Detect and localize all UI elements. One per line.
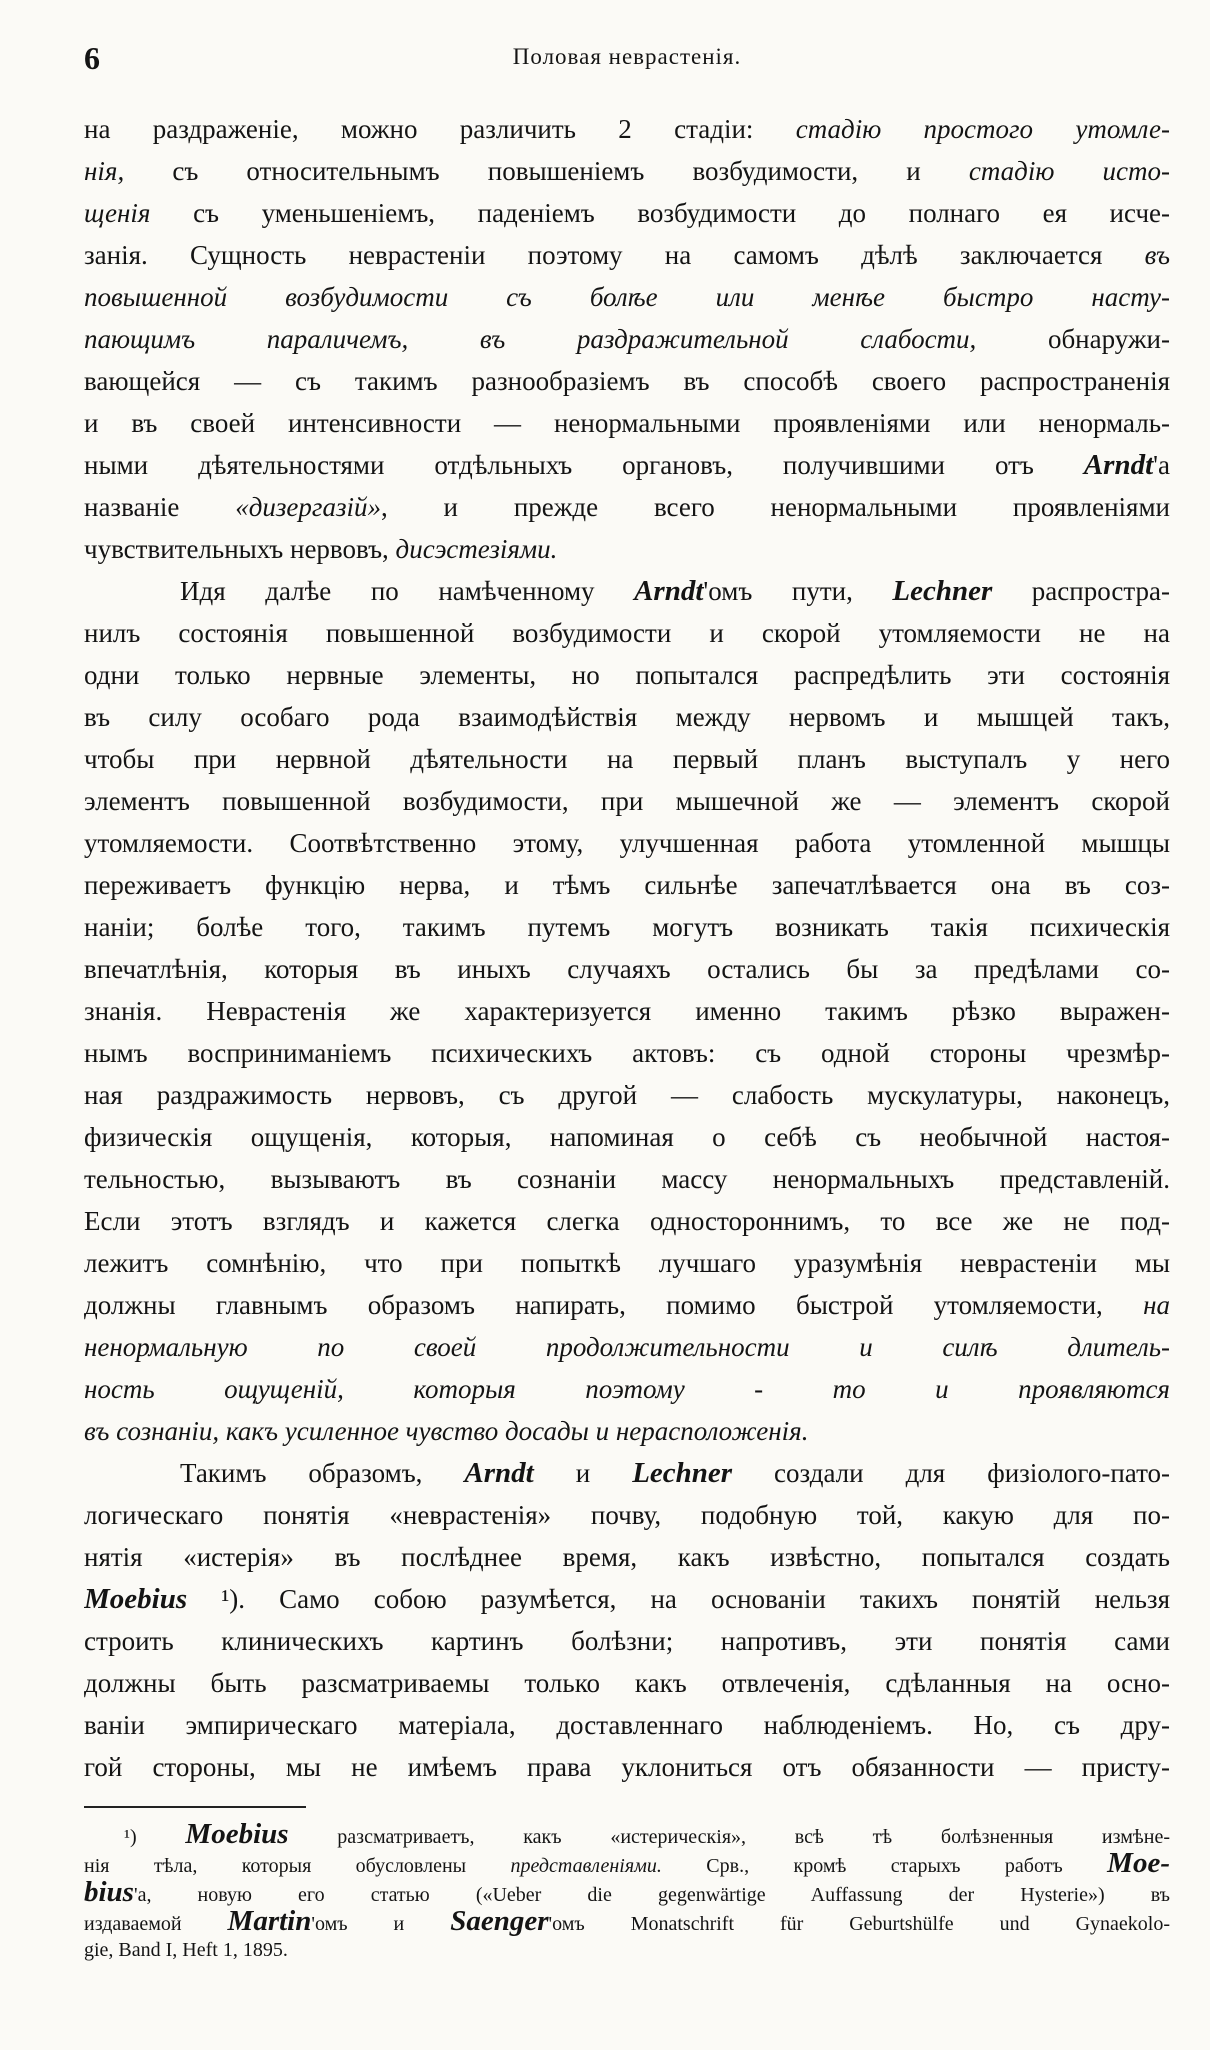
text-run: утомляемости. Соотвѣтственно этому, улучшенная работа утомленной мышцы: [84, 828, 1170, 858]
emphasis-text: пающимъ параличемъ, въ раздражительной слабости,: [84, 324, 977, 354]
text-line: [84, 990, 1170, 1032]
text-line: [84, 654, 1170, 696]
text-run: 'омъ Monatschrift für Geburtshülfe und Gynaekolo-: [548, 1913, 1170, 1935]
text-line: [84, 1494, 1170, 1536]
text-line: [84, 1452, 1170, 1494]
text-run: нятія «истерія» въ послѣднее время, какъ извѣстно, попытался создать: [84, 1542, 1170, 1572]
text-run: знанія. Неврастенія же характеризуется именно такимъ рѣзко выражен-: [84, 996, 1170, 1026]
main-text: [84, 108, 1170, 1788]
author-name: Lechner: [632, 1457, 733, 1489]
emphasis-text: на: [1143, 1290, 1170, 1320]
page-header: [84, 40, 1170, 80]
author-name: Arndt: [464, 1457, 534, 1489]
text-run: , и прежде всего ненормальными проявленіями: [380, 492, 1170, 522]
text-line: [84, 696, 1170, 738]
text-run: нымъ восприниманіемъ психическихъ актовъ: съ одной стороны чрезмѣр-: [84, 1038, 1170, 1068]
emphasis-text: нія,: [84, 156, 125, 186]
emphasis-text: въ: [1144, 240, 1170, 270]
text-line: [84, 1242, 1170, 1284]
text-run: чтобы при нервной дѣятельности на первый планъ выступалъ у него: [84, 744, 1170, 774]
text-line: [84, 234, 1170, 276]
text-run: 'а: [1153, 450, 1170, 480]
author-name: Martin: [227, 1907, 312, 1936]
author-name: Saenger: [450, 1907, 549, 1936]
author-name: Lechner: [892, 575, 993, 607]
emphasis-text: представленіями.: [510, 1855, 662, 1877]
text-line: [84, 1536, 1170, 1578]
text-run: издаваемой: [84, 1913, 228, 1935]
text-line: [84, 108, 1170, 150]
paragraph: [84, 1452, 1170, 1788]
text-run: 'омъ пути,: [703, 576, 893, 606]
text-run: Такимъ образомъ,: [180, 1458, 465, 1488]
text-line: [84, 1907, 1170, 1936]
text-line: [84, 1849, 1170, 1878]
text-run: нія тѣла, которыя обусловлены: [84, 1855, 511, 1877]
text-run: на раздраженіе, можно различить 2 стадіи:: [84, 114, 796, 144]
text-run: занія. Сущность неврастеніи поэтому на самомъ дѣлѣ заключается: [84, 240, 1145, 270]
author-name: Moebius: [84, 1583, 188, 1615]
text-run: обнаружи-: [976, 324, 1170, 354]
text-line: [84, 360, 1170, 402]
text-run: нилъ состоянія повышенной возбудимости и скорой утомляемости не на: [84, 618, 1170, 648]
text-line: [84, 1032, 1170, 1074]
text-run: названіе: [84, 492, 236, 522]
emphasis-text: повышенной возбудимости съ болѣе или менѣе быстро насту-: [84, 282, 1170, 312]
text-run: гой стороны, мы не имѣемъ права уклониться отъ обязанности — присту-: [84, 1752, 1170, 1782]
emphasis-text: «дизергазій»: [235, 492, 381, 522]
text-line: [84, 1326, 1170, 1368]
text-line: [84, 1704, 1170, 1746]
text-run: элементъ повышенной возбудимости, при мышечной же — элементъ скорой: [84, 786, 1170, 816]
paragraph: [84, 570, 1170, 1452]
text-line: [84, 402, 1170, 444]
text-run: gie, Band I, Heft 1, 1895.: [84, 1939, 288, 1961]
text-line: [84, 948, 1170, 990]
text-line: [84, 1578, 1170, 1620]
text-line: [84, 1620, 1170, 1662]
text-run: ными дѣятельностями отдѣльныхъ органовъ, получившими отъ: [84, 450, 1084, 480]
text-line: [84, 1820, 1170, 1849]
emphasis-text: стадію простого утомле-: [795, 114, 1170, 144]
author-name: bius: [84, 1878, 134, 1907]
text-run: одни только нервные элементы, но попытался распредѣлить эти состоянія: [84, 660, 1170, 690]
text-run: Если этотъ взглядъ и кажется слегка одностороннимъ, то все же не под-: [84, 1206, 1170, 1236]
text-run: Срв., кромѣ старыхъ работъ: [661, 1855, 1108, 1877]
text-run: создали для физіолого-пато-: [732, 1458, 1170, 1488]
text-line: [84, 570, 1170, 612]
text-run: ¹). Само собою разумѣется, на основаніи такихъ понятій нельзя: [187, 1584, 1170, 1614]
text-run: 'омъ и: [311, 1913, 451, 1935]
author-name: Moebius: [185, 1820, 289, 1849]
text-line: [84, 528, 1170, 570]
text-run: должны главнымъ образомъ напирать, помимо быстрой утомляемости,: [84, 1290, 1144, 1320]
text-run: должны быть разсматриваемы только какъ отвлеченія, сдѣланныя на осно-: [84, 1668, 1170, 1698]
text-line: [84, 444, 1170, 486]
emphasis-text: дисэстезіями.: [395, 534, 558, 564]
text-line: [84, 822, 1170, 864]
author-name: Arndt: [1083, 449, 1154, 481]
text-line: [84, 1368, 1170, 1410]
text-line: [84, 864, 1170, 906]
text-line: [84, 1662, 1170, 1704]
text-run: переживаетъ функцію нерва, и тѣмъ сильнѣе запечатлѣвается она въ соз-: [84, 870, 1170, 900]
text-run: Идя далѣе по намѣченному: [180, 576, 635, 606]
text-run: впечатлѣнія, которыя въ иныхъ случаяхъ остались бы за предѣлами со-: [84, 954, 1170, 984]
footnote-separator: [84, 1806, 306, 1808]
text-run: съ относительнымъ повышеніемъ возбудимости, и: [124, 156, 969, 186]
text-line: [84, 1878, 1170, 1907]
emphasis-text: стадію исто-: [968, 156, 1170, 186]
emphasis-text: ность ощущеній, которыя поэтому - то и проявляются: [84, 1374, 1170, 1404]
text-run: и въ своей интенсивности — ненормальными проявленіями или ненормаль-: [84, 408, 1170, 438]
text-run: лежитъ сомнѣнію, что при попыткѣ лучшаго уразумѣнія неврастеніи мы: [84, 1248, 1170, 1278]
emphasis-text: ненормальную по своей продолжительности и силѣ длитель-: [84, 1332, 1170, 1362]
author-name: Moe-: [1107, 1849, 1170, 1878]
text-run: чувствительныхъ нервовъ,: [84, 534, 396, 564]
text-line: [84, 1200, 1170, 1242]
text-run: распростра-: [992, 576, 1170, 606]
text-line: [84, 906, 1170, 948]
text-run: ваніи эмпирическаго матеріала, доставленнаго наблюденіемъ. Но, съ дру-: [84, 1710, 1170, 1740]
text-line: [84, 612, 1170, 654]
text-line: [84, 1074, 1170, 1116]
text-run: 'а, новую его статью («Ueber die gegenwärtige Auffassung der Hysterie») въ: [133, 1884, 1170, 1906]
text-run: логическаго понятія «неврастенія» почву, подобную той, какую для по-: [84, 1500, 1170, 1530]
text-run: и: [533, 1458, 633, 1488]
text-run: наніи; болѣе того, такимъ путемъ могутъ возникать такія психическія: [84, 912, 1170, 942]
text-run: строить клиническихъ картинъ болѣзни; напротивъ, эти понятія сами: [84, 1626, 1170, 1656]
text-line: [84, 1158, 1170, 1200]
text-line: [84, 1284, 1170, 1326]
text-line: [84, 738, 1170, 780]
text-run: тельностью, вызываютъ въ сознаніи массу ненормальныхъ представленій.: [84, 1164, 1170, 1194]
text-line: [84, 780, 1170, 822]
running-title: Половая неврастенія.: [512, 44, 742, 69]
text-line: [84, 1116, 1170, 1158]
text-run: въ силу особаго рода взаимодѣйствія между нервомъ и мышцей такъ,: [84, 702, 1170, 732]
author-name: Arndt: [634, 575, 704, 607]
emphasis-text: щенія: [84, 198, 151, 228]
footnotes: [84, 1820, 1170, 1965]
emphasis-text: въ сознаніи, какъ усиленное чувство досады и нерасположенія.: [84, 1416, 809, 1446]
text-run: разсматриваетъ, какъ «истерическія», всѣ тѣ болѣзненныя измѣне-: [288, 1826, 1170, 1848]
text-line: [84, 318, 1170, 360]
text-line: [84, 276, 1170, 318]
text-line: [84, 1410, 1170, 1452]
text-line: [84, 192, 1170, 234]
text-run: ¹): [124, 1826, 186, 1848]
text-run: вающейся — съ такимъ разнообразіемъ въ способѣ своего распространенія: [84, 366, 1170, 396]
text-run: физическія ощущенія, которыя, напоминая о себѣ съ необычной настоя-: [84, 1122, 1170, 1152]
text-run: ная раздражимость нервовъ, съ другой — слабость мускулатуры, наконецъ,: [84, 1080, 1170, 1110]
text-run: съ уменьшеніемъ, паденіемъ возбудимости до полнаго ея исче-: [150, 198, 1170, 228]
paragraph: [84, 108, 1170, 570]
text-line: [84, 486, 1170, 528]
text-line: [84, 1746, 1170, 1788]
text-line: [84, 150, 1170, 192]
page-number: 6: [84, 40, 100, 76]
text-line: [84, 1936, 1170, 1965]
